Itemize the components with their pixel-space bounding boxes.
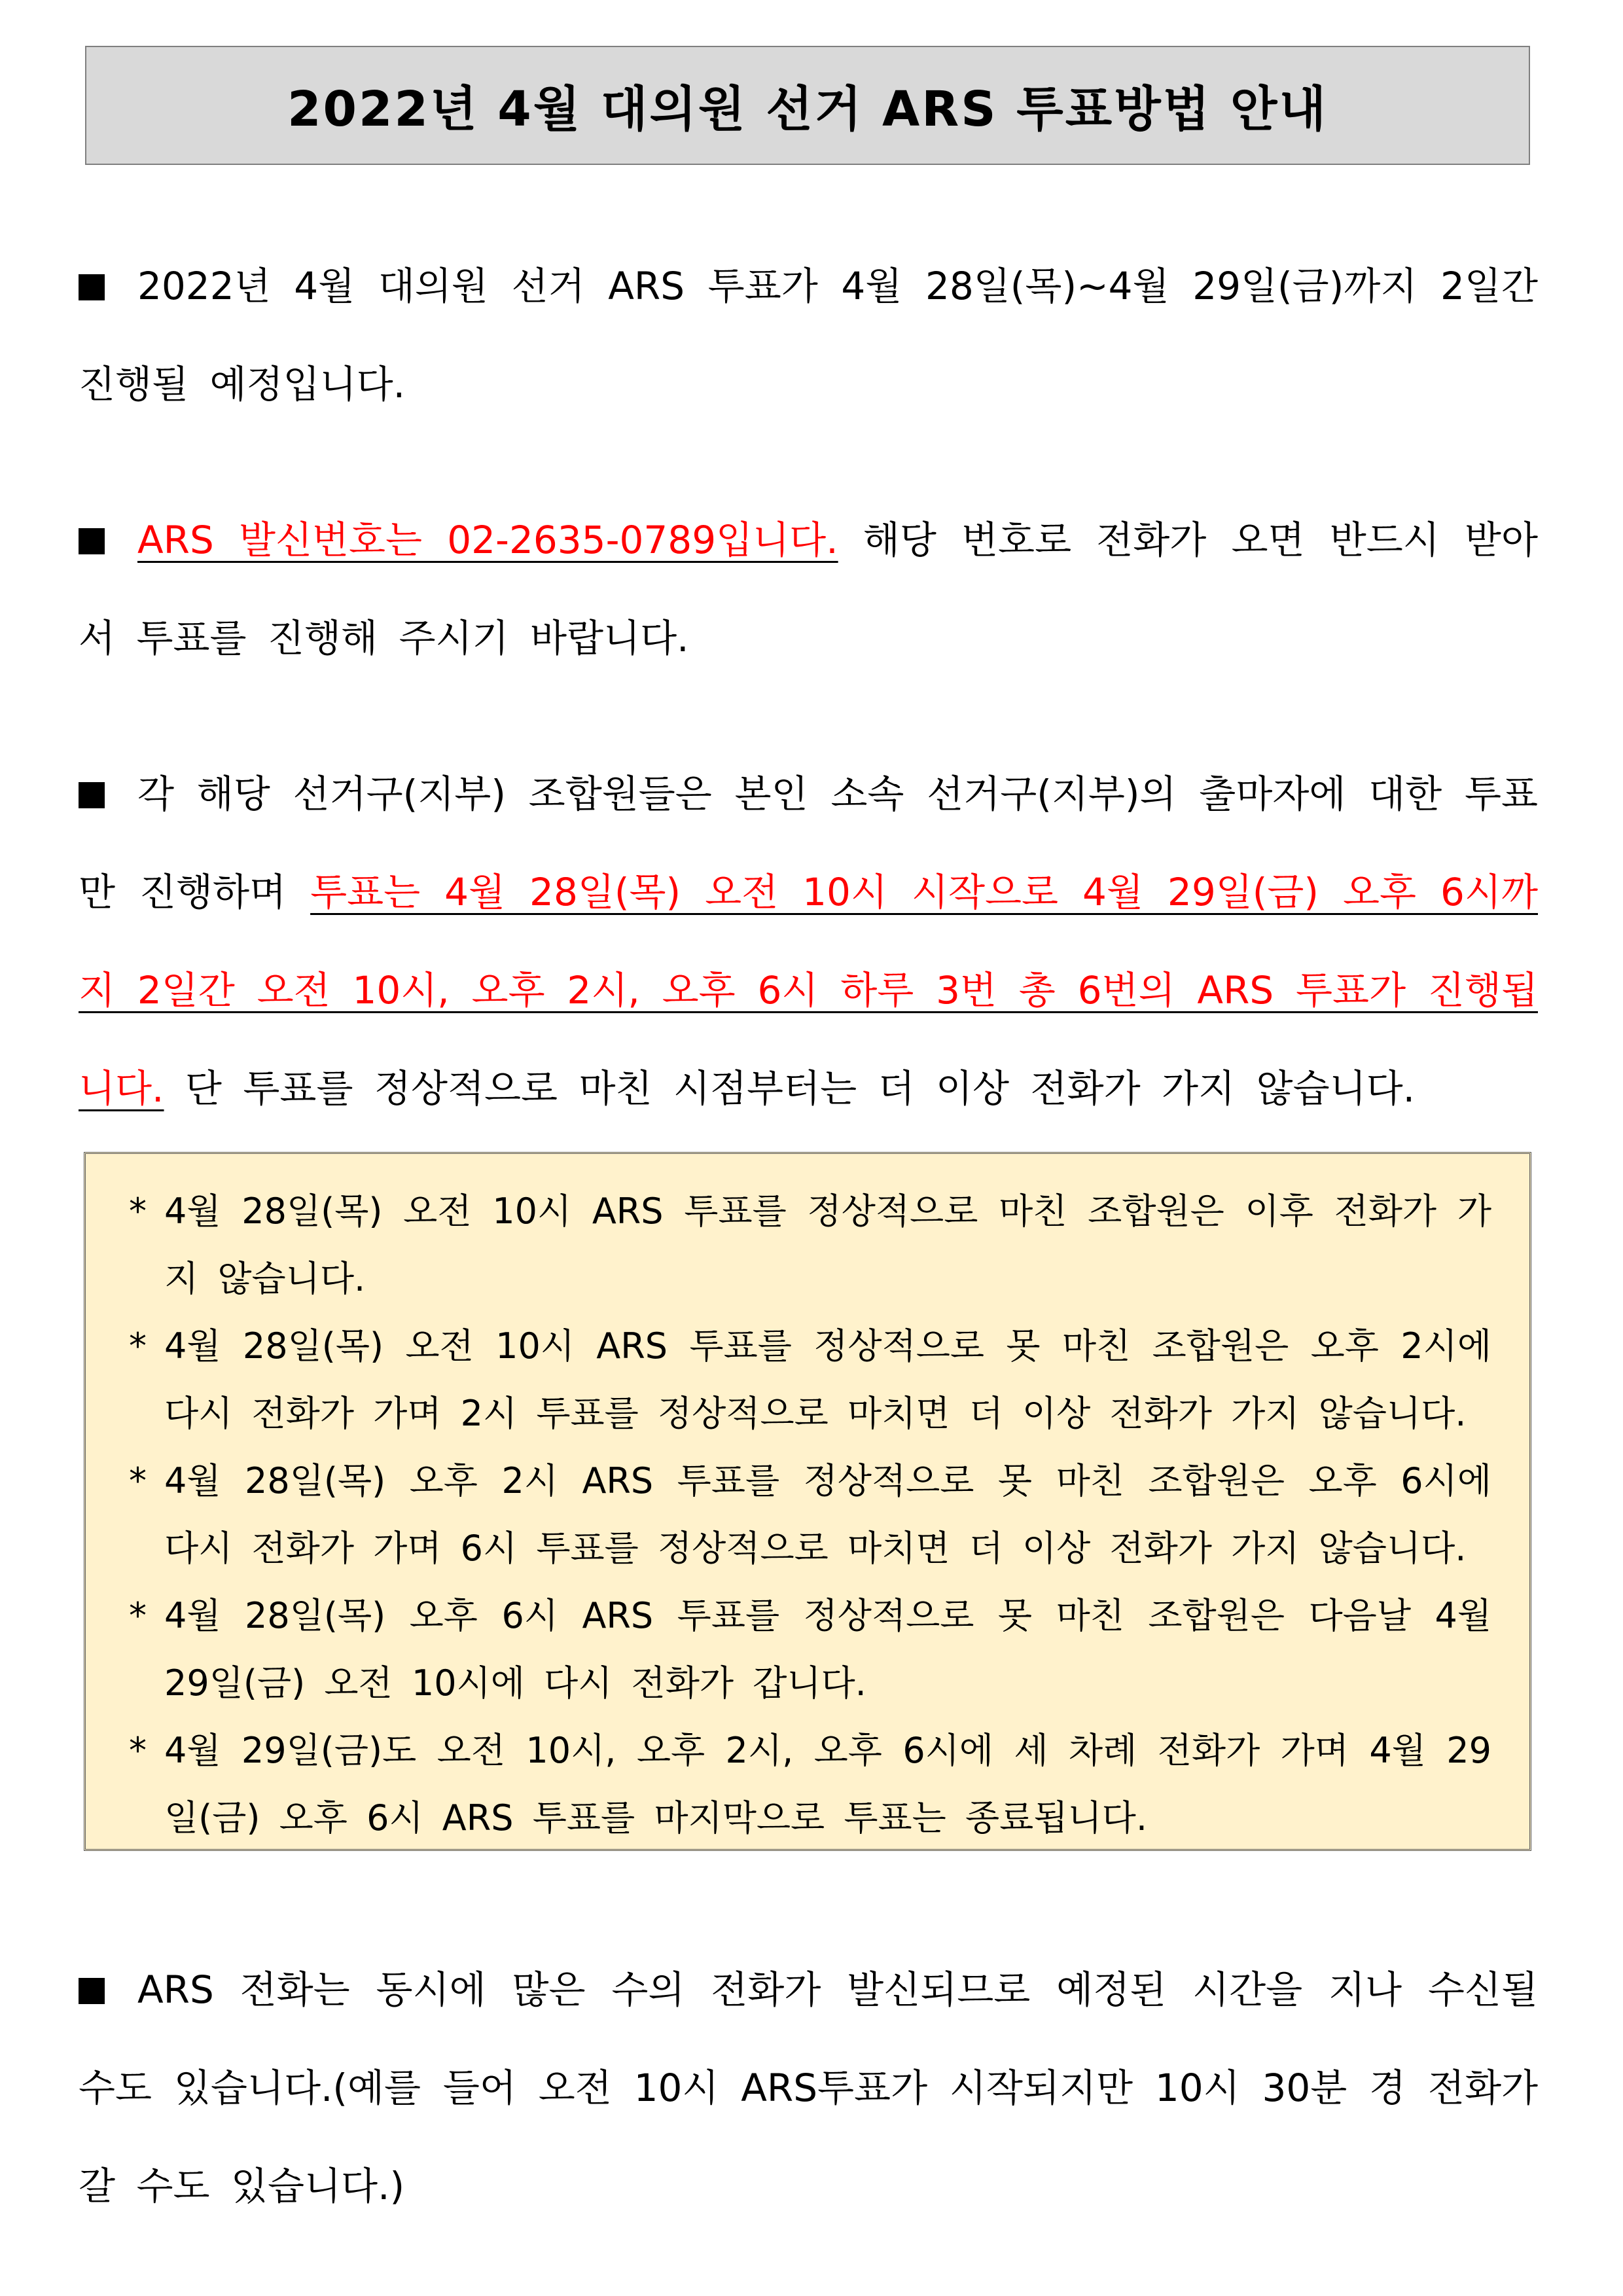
voting-times-text-before: 각 해당 선거구(지부) 조합원들은 본인 소속 선거구(지부)의 출마자에 대한 투표만 진행하며: [79, 772, 1538, 914]
phone-number-highlight: ARS 발신번호는 02-2635-0789입니다.: [137, 518, 838, 562]
note-item: * 4월 28일(목) 오전 10시 ARS 투표를 정상적으로 마친 조합원은 이후 전화가 가지 않습니다.: [124, 1177, 1491, 1312]
square-bullet-icon: [79, 491, 137, 589]
note-item: * 4월 29일(금)도 오전 10시, 오후 2시, 오후 6시에 세 차례 전화가 가며 4월 29일(금) 오후 6시 ARS 투표를 마지막으로 투표는 종료됩니다.: [124, 1717, 1491, 1852]
square-bullet-icon: [79, 745, 137, 843]
voting-times-highlight: 투표는 4월 28일(목) 오전 10시 시작으로 4월 29일(금) 오후 6시까지 2일간 오전 10시, 오후 2시, 오후 6시 하루 3번 총 6번의 ARS 투표가 진행됩니다.: [79, 870, 1539, 1111]
phone-number-text: 해당 번호로 전화가 오면 반드시 받아서 투표를 진행해 주시기 바랍니다.: [79, 518, 1538, 660]
notes-box: [84, 1152, 1531, 1851]
note-item: * 4월 28일(목) 오후 6시 ARS 투표를 정상적으로 못 마친 조합원은 다음날 4월 29일(금) 오전 10시에 다시 전화가 갑니다.: [124, 1582, 1491, 1717]
section-voting-times: [79, 745, 1538, 1138]
section-schedule: [79, 237, 1538, 433]
square-bullet-icon: [79, 1941, 137, 2039]
section-delay-notice: [79, 1941, 1538, 2235]
title-box: [85, 46, 1530, 165]
section-phone-number: [79, 491, 1538, 687]
note-item: * 4월 28일(목) 오전 10시 ARS 투표를 정상적으로 못 마친 조합원은 오후 2시에 다시 전화가 가며 2시 투표를 정상적으로 마치면 더 이상 전화가 가지 않습니다.: [124, 1312, 1491, 1447]
voting-times-text-after: 단 투표를 정상적으로 마친 시점부터는 더 이상 전화가 가지 않습니다.: [164, 1066, 1416, 1111]
delay-notice-text: ARS 전화는 동시에 많은 수의 전화가 발신되므로 예정된 시간을 지나 수신될 수도 있습니다.(예를 들어 오전 10시 ARS투표가 시작되지만 10시 30분 경 전화가 갈 수도 있습니다.): [79, 1967, 1538, 2208]
square-bullet-icon: [79, 237, 137, 335]
page-title: 2022년 4월 대의원 선거 ARS 투표방법 안내: [287, 81, 1328, 137]
schedule-text: 2022년 4월 대의원 선거 ARS 투표가 4월 28일(목)~4월 29일(금)까지 2일간 진행될 예정입니다.: [79, 264, 1538, 406]
note-item: * 4월 28일(목) 오후 2시 ARS 투표를 정상적으로 못 마친 조합원은 오후 6시에 다시 전화가 가며 6시 투표를 정상적으로 마치면 더 이상 전화가 가지 않습니다.: [124, 1447, 1491, 1582]
